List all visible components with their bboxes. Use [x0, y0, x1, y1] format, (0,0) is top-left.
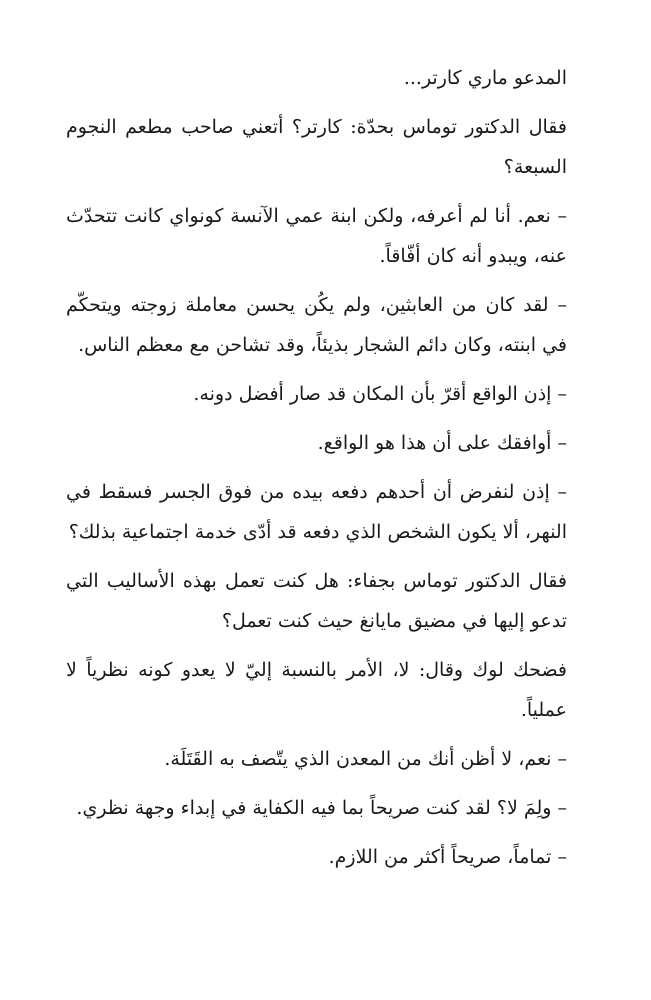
paragraph-12: – تماماً، صريحاً أكثر من اللازم. — [328, 846, 567, 868]
paragraph-8: فقال الدكتور توماس بجفاء: هل كنت تعمل بهذه الأساليب التي تدعو إليها في مضيق مايانغ حيث كنت تعمل؟ — [66, 570, 567, 632]
paragraph-5: – إذن الواقع أقرّ بأن المكان قد صار أفضل دونه. — [193, 383, 567, 405]
paragraph-4: – لقد كان من العابثين، ولم يكُن يحسن معاملة زوجته ويتحكّم في ابنته، وكان دائم الشجار بذيئاً، وقد تشاحن مع معظم الناس. — [66, 294, 567, 356]
paragraph-11: – ولِمَ لا؟ لقد كنت صريحاً بما فيه الكفاية في إبداء وجهة نظري. — [76, 797, 567, 819]
paragraph-2: فقال الدكتور توماس بحدّة: كارتر؟ أتعني صاحب مطعم النجوم السبعة؟ — [66, 116, 567, 178]
paragraph-10: – نعم، لا أظن أنك من المعدن الذي يتّصف به القَتَلَة. — [164, 748, 567, 770]
paragraph-9: فضحك لوك وقال: لا، الأمر بالنسبة إليّ لا يعدو كونه نظرياً لا عملياً. — [66, 659, 567, 721]
paragraph-1: المدعو ماري كارتر... — [403, 67, 567, 89]
paragraph-6: – أوافقك على أن هذا هو الواقع. — [317, 432, 567, 454]
paragraph-3: – نعم. أنا لم أعرفه، ولكن ابنة عمي الآنسة كونواي كانت تتحدّث عنه، ويبدو أنه كان أفّاقاً. — [66, 205, 567, 267]
paragraph-7: – إذن لنفرض أن أحدهم دفعه بيده من فوق الجسر فسقط في النهر، ألا يكون الشخص الذي دفعه قد أدّى خدمة اجتماعية بذلك؟ — [66, 481, 567, 543]
